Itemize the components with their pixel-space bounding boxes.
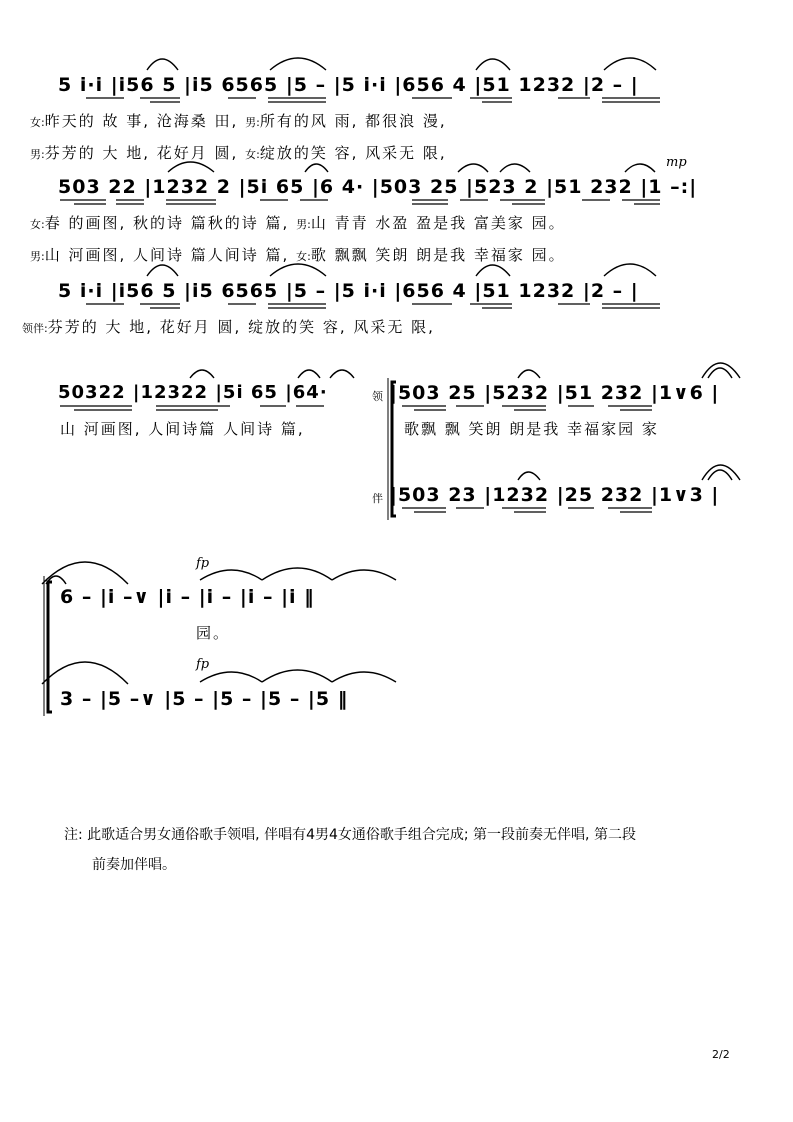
slur [702,465,740,480]
score-row1-lyric-b [30,142,447,163]
slur [604,264,656,276]
slur [708,368,732,378]
lyric-text: 绽放的笑 容, 风采无 限, [259,144,447,162]
slur [708,470,732,480]
voice-label: 女: [296,250,311,263]
lyric-text: 芬芳的 大 地, 花好月 圆, 绽放的笑 容, 风采无 限, [47,318,435,336]
slur [298,370,320,378]
score-row2-lyric-b [30,244,566,265]
bracket-section3 [48,582,52,712]
slur [270,264,326,276]
slur [42,662,128,684]
dynamic-fp-top: fp [196,556,210,571]
score-final-top-notes: 6 – |i –∨ |i – |i – |i – |i ‖ [60,586,315,608]
score-accomp-notes: |503 23 |1232 |25 232 |1∨3 | [390,484,720,506]
footer-note-line1: 注: 此歌适合男女通俗歌手领唱, 伴唱有4男4女通俗歌手组合完成; 第一段前奏无伴唱, 第二段 [64,827,636,843]
slur [200,672,262,682]
slur [604,58,656,70]
lyric-text: 昨天的 故 事, 沧海桑 田, [44,112,239,130]
accompaniment-label: 伴 [372,492,383,505]
slur [42,562,128,584]
lyric-text: 山 青青 水盈 盈是我 富美家 园。 [310,214,566,232]
slur [476,59,510,70]
voice-label: 男: [30,250,45,263]
score-sec2-lyric: 山 河画图, 人间诗篇 人间诗 篇, [60,420,305,438]
slur [518,472,540,480]
score-final-lyric: 园。 [196,624,231,642]
slur [46,576,66,584]
lyric-text: 歌 飘飘 笑朗 朗是我 幸福家 园。 [310,246,566,264]
slur [476,265,510,276]
score-row3-lyric [22,316,435,337]
slur [702,363,740,378]
slur [147,265,178,276]
dynamic-fp-bottom: fp [196,657,210,672]
score-row1-lyric-a [30,110,447,131]
slur [332,570,396,580]
score-row2-notes: 503 22 |1232 2 |5i 65 |6 4· |503 25 |523 2 |51 232 |1 –:| [58,176,698,198]
footer-note [64,820,636,880]
score-sec2-notes: 50322 |12322 |5i 65 |64· [58,382,328,403]
lead-label: 领 [372,390,383,403]
voice-label: 领伴: [22,322,48,335]
lyric-text: 所有的风 雨, 都很浪 漫, [259,112,447,130]
slur [332,672,396,682]
voice-label: 女: [30,218,45,231]
slur [458,164,488,172]
score-row2-lyric-a [30,212,566,233]
lyric-text: 芬芳的 大 地, 花好月 圆, [44,144,239,162]
slur [262,568,332,580]
voice-label: 男: [30,148,45,161]
slur [190,370,214,378]
slur [147,59,178,70]
dynamic-mp: mp [666,155,687,170]
slur [305,164,328,172]
lyric-text: 山 河画图, 人间诗 篇人间诗 篇, [44,246,290,264]
lyric-text: 春 的画图, 秋的诗 篇秋的诗 篇, [44,214,290,232]
voice-label: 女: [30,116,45,129]
footer-note-line2: 前奏加伴唱。 [92,857,176,873]
slur [625,164,655,172]
page-number: 2/2 [712,1048,730,1061]
score-row3-notes: 5 i·i |i56 5 |i5 6565 |5 – |5 i·i |656 4 |51 1232 |2 – | [58,280,639,302]
slur [200,570,262,580]
voice-label: 男: [245,116,260,129]
slur [518,370,540,378]
slur [262,670,332,682]
score-final-bottom-notes: 3 – |5 –∨ |5 – |5 – |5 – |5 ‖ [60,688,349,710]
score-lead-notes: |503 25 |5232 |51 232 |1∨6 | [390,382,720,404]
voice-label: 男: [296,218,311,231]
slur [500,164,530,172]
slur [330,370,354,378]
score-row1-notes: 5 i·i |i56 5 |i5 6565 |5 – |5 i·i |656 4 |51 1232 |2 – | [58,74,639,96]
slur [168,162,214,172]
voice-label: 女: [245,148,260,161]
score-lead-lyric: 歌飘 飘 笑朗 朗是我 幸福家园 家 [404,420,659,438]
slur [270,58,326,70]
